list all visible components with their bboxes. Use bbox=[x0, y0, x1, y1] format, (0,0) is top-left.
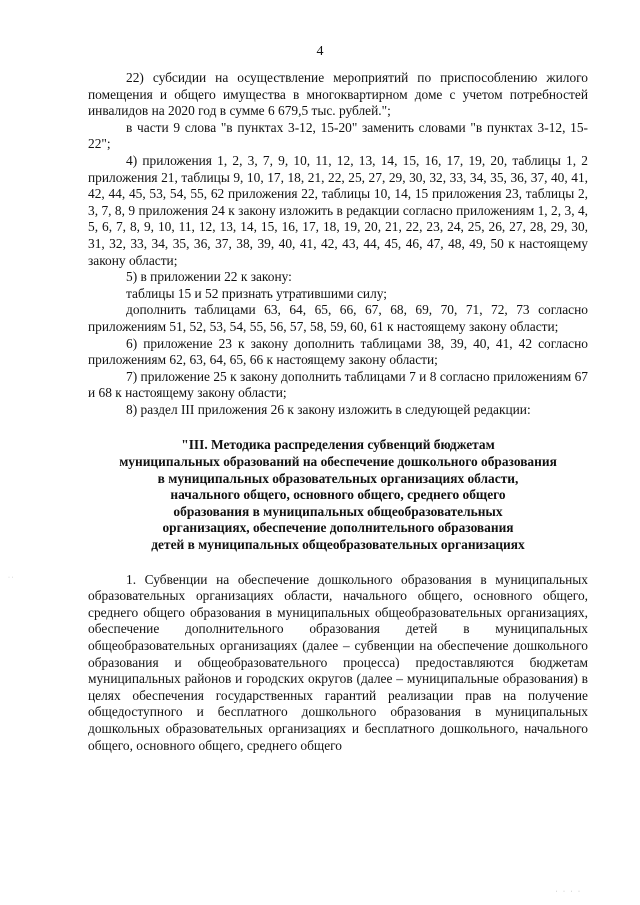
scan-margin-mark: · · bbox=[8, 575, 14, 581]
heading-line: в муниципальных образовательных организациях области, bbox=[157, 470, 519, 486]
paragraph-add-tables: дополнить таблицами 63, 64, 65, 66, 67, 68, 69, 70, 71, 72, 73 согласно приложениям 51, 52, 53, 54, 55, 56, 57, 58, 59, 60, 61 к настоящему закону области; bbox=[88, 302, 588, 334]
paragraph-item-5: 5) в приложении 22 к закону: bbox=[126, 269, 292, 285]
heading-line: "III. Методика распределения субвенций бюджетам bbox=[181, 437, 495, 453]
document-body bbox=[88, 70, 588, 754]
heading-line: муниципальных образований на обеспечение дошкольного образования bbox=[119, 454, 557, 470]
paragraph-part-9: в части 9 слова "в пунктах 3-12, 15-20" заменить словами "в пунктах 3-12, 15-22"; bbox=[88, 119, 588, 152]
heading-line: организациях, обеспечение дополнительного образования bbox=[162, 520, 514, 536]
paragraph-item-6: 6) приложение 23 к закону дополнить таблицами 38, 39, 40, 41, 42 согласно приложениям 62, 63, 64, 65, 66 к настоящему закону области; bbox=[88, 335, 588, 368]
heading-line: образования в муниципальных общеобразовательных bbox=[173, 503, 503, 519]
heading-line: детей в муниципальных общеобразовательных организациях bbox=[151, 537, 525, 553]
heading-line: начального общего, основного общего, среднего общего bbox=[170, 487, 506, 503]
paragraph-tables-invalid: таблицы 15 и 52 признать утратившими силу; bbox=[126, 285, 388, 301]
paragraph-item-4: 4) приложения 1, 2, 3, 7, 9, 10, 11, 12, 13, 14, 15, 16, 17, 19, 20, таблицы 1, 2 приложения 21, таблицы 9, 10, 17, 18, 21, 22, 25, 27, 29, 30, 32, 33, 34, 35, 36, 37, 40, 41, 42, 44, 45, 53, 54, 55, 62 приложения 22, таблицы 10, 14, 15 приложения 23, таблицы 2, 3, 7, 8, 9 приложения 24 к закону изложить в редакции согласно приложениям 1, 2, 3, 4, 5, 6, 7, 8, 9, 10, 11, 12, 13, 14, 15, 16, 17, 18, 19, 20, 21, 22, 23, 24, 25, 26, 27, 28, 29, 30, 31, 32, 33, 34, 35, 36, 37, 38, 39, 40, 41, 42, 43, 44, 45, 46, 47, 48, 49, 50 к настоящему закону области; bbox=[88, 152, 588, 268]
section-heading bbox=[88, 437, 588, 553]
scan-footer-mark: · · · · bbox=[555, 889, 582, 895]
paragraph-item-22: 22) субсидии на осуществление мероприятий по приспособлению жилого помещения и общего имущества в многоквартирном доме с учетом потребностей инвалидов на 2020 год в сумме 6 679,5 тыс. рублей."; bbox=[88, 70, 588, 119]
paragraph-item-8: 8) раздел III приложения 26 к закону изложить в следующей редакции: bbox=[126, 401, 531, 417]
page-number: 4 bbox=[316, 44, 324, 59]
paragraph-subventions: 1. Субвенции на обеспечение дошкольного образования в муниципальных образовательных организациях области, начального общего, основного общего, среднего общего образования в муниципальных общеобразовательных организациях, обеспечение дополнительного образования детей в муниципальных общеобразовательных организациях (далее – субвенции на обеспечение дошкольного образования и общеобразовательного процесса) предоставляются бюджетам муниципальных районов и городских округов (далее – муниципальные образования) в целях обеспечения государственных гарантий реализации прав на получение общедоступного и бесплатного дошкольного образования в муниципальных дошкольных образовательных организациях и бесплатного дошкольного, начального общего, основного общего, среднего общего bbox=[88, 571, 588, 753]
paragraph-item-7: 7) приложение 25 к закону дополнить таблицами 7 и 8 согласно приложениям 67 и 68 к настоящему закону области; bbox=[88, 368, 588, 401]
